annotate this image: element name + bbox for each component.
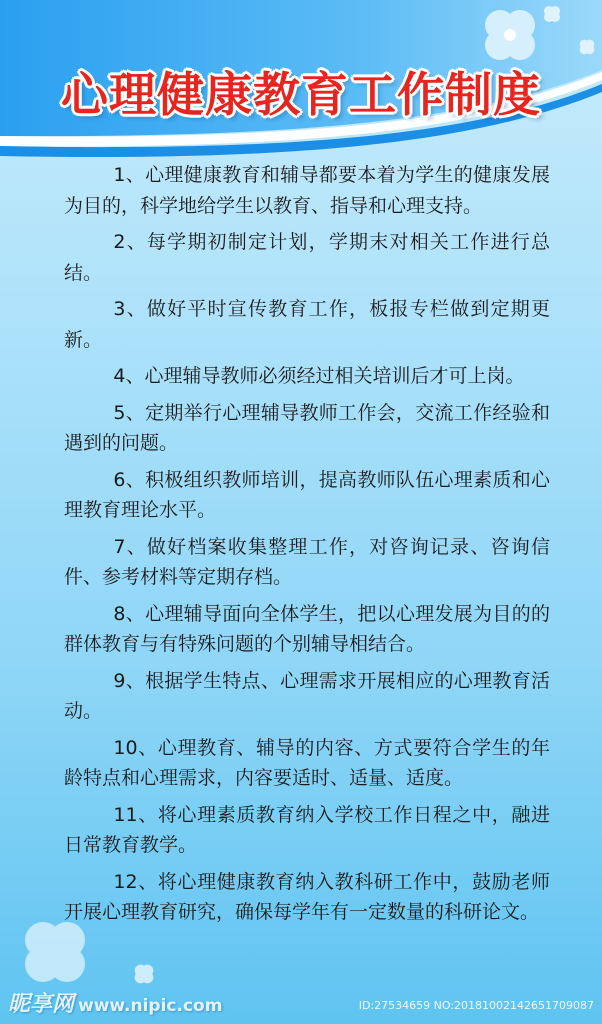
rule-item: 10、心理教育、辅导的内容、方式要符合学生的年龄特点和心理需求，内容要适时、适量、适度。 <box>64 736 550 789</box>
rule-item: 6、积极组织教师培训，提高教师队伍心理素质和心理教育理论水平。 <box>64 468 550 521</box>
rule-item: 12、将心理健康教育纳入教科研工作中，鼓励老师开展心理教育研究，确保每学年有一定数量的科研论文。 <box>64 870 550 923</box>
rule-item: 1、心理健康教育和辅导都要本着为学生的健康发展为目的，科学地给学生以教育、指导和心理支持。 <box>64 164 550 217</box>
watermark-logo-text: 昵享网 <box>8 992 75 1017</box>
page-title: 心理健康教育工作制度 <box>61 68 541 123</box>
watermark-logo <box>8 987 222 1018</box>
rule-item: 7、做好档案收集整理工作，对咨询记录、咨询信件、参考材料等定期存档。 <box>64 535 550 588</box>
rule-item: 2、每学期初制定计划，学期末对相关工作进行总结。 <box>64 231 550 284</box>
watermark-url: www.nipic.com <box>78 996 223 1016</box>
small-clover-icon <box>130 960 158 988</box>
rule-item: 3、做好平时宣传教育工作，板报专栏做到定期更新。 <box>64 298 550 351</box>
small-clover-icon <box>576 36 598 58</box>
rules-list <box>64 160 550 934</box>
rule-item: 5、定期举行心理辅导教师工作会，交流工作经验和遇到的问题。 <box>64 401 550 454</box>
rule-item: 11、将心理素质教育纳入学校工作日程之中，融进日常教育教学。 <box>64 803 550 856</box>
rule-item: 4、心理辅导教师必须经过相关培训后才可上岗。 <box>113 365 525 387</box>
watermark-id: ID:27534659 NO:20181002142651709087 <box>358 999 594 1012</box>
rule-item: 8、心理辅导面向全体学生，把以心理发展为目的的群体教育与有特殊问题的个别辅导相结合。 <box>64 602 550 655</box>
small-clover-icon <box>540 2 564 26</box>
rule-item: 9、根据学生特点、心理需求开展相应的心理教育活动。 <box>64 669 550 722</box>
